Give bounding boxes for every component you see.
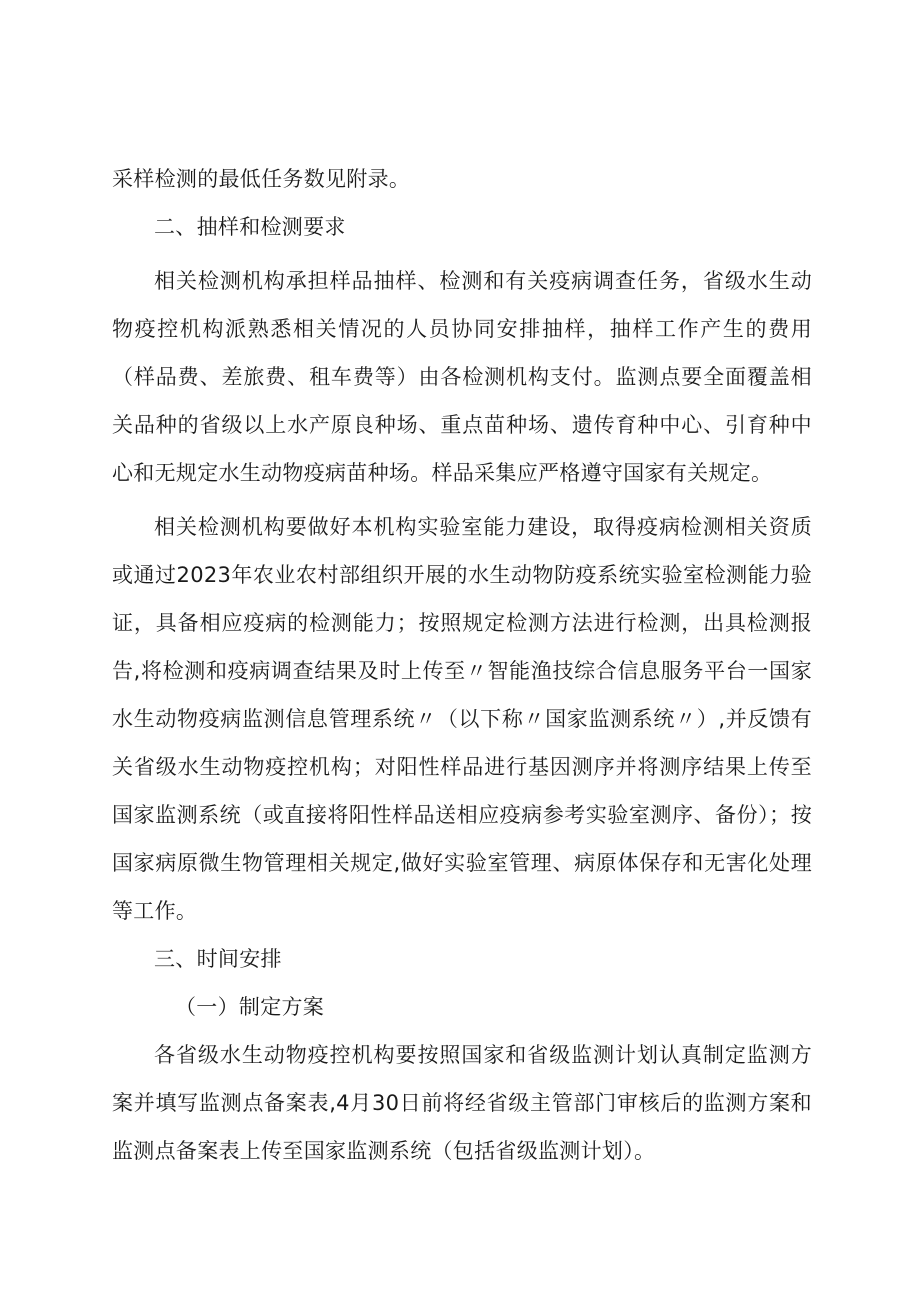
section-heading-sampling-requirements: 二、抽样和检测要求 [154,215,346,239]
paragraph-plan: 各省级水生动物疫控机构要按照国家和省级监测计划认真制定监测方案并填写监测点备案表,4月30日前将经省级主管部门审核后的监测方案和监测点备案表上传至国家监测系统（包括省级监测计划）。 [112,1043,812,1163]
subsection-heading-plan: （一）制定方案 [175,995,325,1019]
paragraph-lab-capability: 相关检测机构要做好本机构实验室能力建设，取得疫病检测相关资质或通过2023年农业农村部组织开展的水生动物防疫系统实验室检测能力验证，具备相应疫病的检测能力；按照规定检测方法进行检测，出具检测报告,将检测和疫病调查结果及时上传至〃智能渔技综合信息服务平台一国家水生动物疫病监测信息管理系统〃（以下称〃国家监测系统〃）,并反馈有关省级水生动物疫控机构；对阳性样品进行基因测序并将测序结果上传至国家监测系统（或直接将阳性样品送相应疫病参考实验室测序、备份）；按国家病原微生物管理相关规定,做好实验室管理、病原体保存和无害化处理等工作。 [112,515,812,923]
paragraph-sampling: 相关检测机构承担样品抽样、检测和有关疫病调查任务，省级水生动物疫控机构派熟悉相关情况的人员协同安排抽样，抽样工作产生的费用（样品费、差旅费、租车费等）由各检测机构支付。监测点要全面覆盖相关品种的省级以上水产原良种场、重点苗种场、遗传育种中心、引育种中心和无规定水生动物疫病苗种场。样品采集应严格遵守国家有关规定。 [112,269,812,485]
section-heading-schedule: 三、时间安排 [154,947,282,971]
paragraph-continuation: 采样检测的最低任务数见附录。 [112,167,411,191]
document-body [112,155,812,1175]
